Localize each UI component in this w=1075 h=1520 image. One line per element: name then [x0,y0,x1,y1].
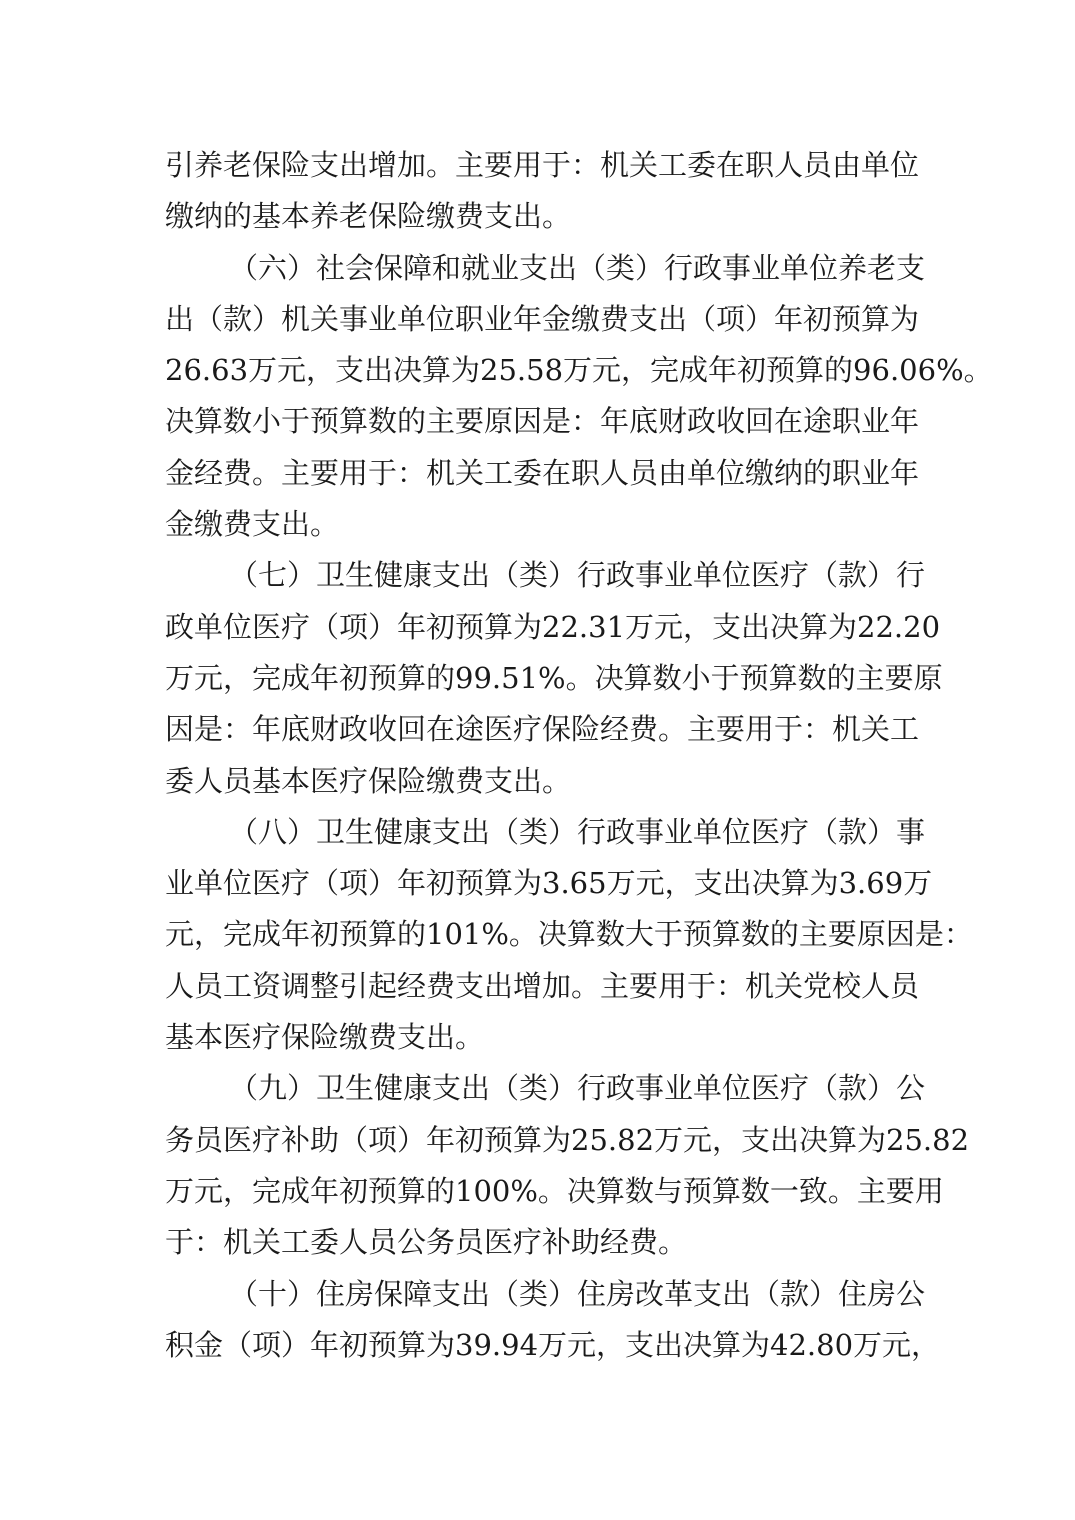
text-line: 决算数小于预算数的主要原因是：年底财政收回在途职业年 [165,404,920,439]
text-line: 人员工资调整引起经费支出增加。主要用于：机关党校人员 [165,968,920,1003]
text-line: 金经费。主要用于：机关工委在职人员由单位缴纳的职业年 [165,455,920,490]
text-line: 出（款）机关事业单位职业年金缴费支出（项）年初预算为 [165,301,920,336]
text-line: 元，完成年初预算的101%。决算数大于预算数的主要原因是： [165,917,973,952]
text-line: 业单位医疗（项）年初预算为3.65万元，支出决算为3.69万 [165,866,933,901]
text-line: 因是：年底财政收回在途医疗保险经费。主要用于：机关工 [165,712,920,747]
text-line: 务员医疗补助（项）年初预算为25.82万元，支出决算为25.82 [165,1122,970,1157]
text-line: 基本医疗保险缴费支出。 [165,1020,485,1055]
text-line: 万元，完成年初预算的99.51%。决算数小于预算数的主要原 [165,660,943,695]
text-line: 缴纳的基本养老保险缴费支出。 [165,199,572,234]
text-line: 引养老保险支出增加。主要用于：机关工委在职人员由单位 [165,148,920,182]
body-text [165,140,993,1371]
text-line: 26.63万元，支出决算为25.58万元，完成年初预算的96.06%。 [165,353,993,388]
paragraph-start-line: （六）社会保障和就业支出（类）行政事业单位养老支 [229,250,926,285]
text-line: 于：机关工委人员公务员医疗补助经费。 [165,1225,688,1260]
text-line: 金缴费支出。 [165,507,340,542]
text-line: 积金（项）年初预算为39.94万元，支出决算为42.80万元， [165,1327,941,1362]
paragraph-start-line: （七）卫生健康支出（类）行政事业单位医疗（款）行 [229,558,926,593]
paragraph-start-line: （九）卫生健康支出（类）行政事业单位医疗（款）公 [229,1071,926,1106]
paragraph-start-line: （十）住房保障支出（类）住房改革支出（款）住房公 [229,1276,926,1311]
text-line: 万元，完成年初预算的100%。决算数与预算数一致。主要用 [165,1173,944,1208]
text-line: 委人员基本医疗保险缴费支出。 [165,763,572,798]
text-line: 政单位医疗（项）年初预算为22.31万元，支出决算为22.20 [165,609,941,644]
paragraph-start-line: （八）卫生健康支出（类）行政事业单位医疗（款）事 [229,814,926,849]
